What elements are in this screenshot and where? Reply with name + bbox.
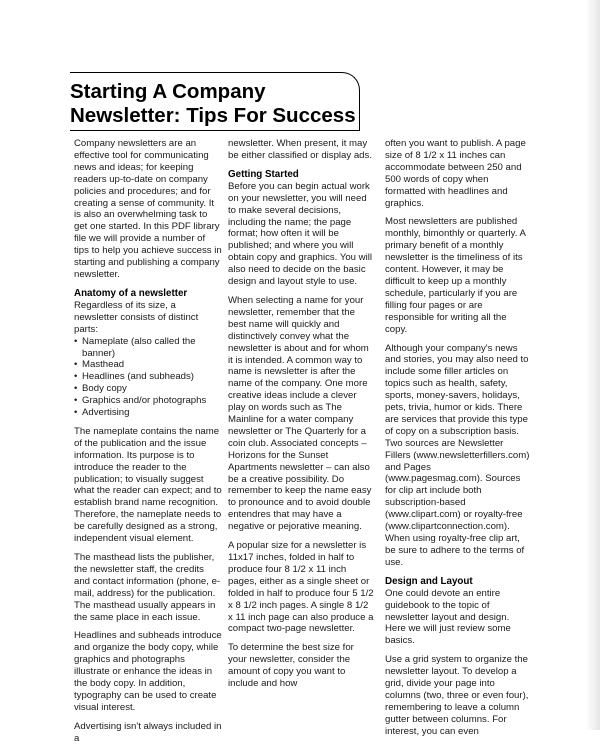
- naming-paragraph: When selecting a name for your newsletter, remember that the best name will quickly and distinctively convey what the newsletter is about and for whom it is intended. A common way to name is newsletter is after the name of the company. One more creative ideas include a clever play on words such as The Mainline for a water company newsletter or The Quarterly for a coin club. Associated concepts – Horizons for the Sunset Apartments newsletter – can also be a creative possibility. Do remember to keep the name easy to pronounce and to avoid double entendres that may have a negative or pejorative meaning.: [228, 294, 372, 533]
- header-rule-top: [70, 72, 342, 73]
- size-paragraph: A popular size for a newsletter is 11x17 inches, folded in half to produce four 8 1/2 x 11 inch pages, either as a single sheet or folded in half to produce four 5 1/2 x 8 1/2 inch pages. A single 8 1/2 x 11 inch page can also produce a compact two-page newsletter.: [228, 540, 374, 635]
- list-item: • Advertising: [74, 407, 222, 419]
- list-item: • Masthead: [74, 359, 222, 371]
- masthead-paragraph: The masthead lists the publisher, the newsletter staff, the credits and contact information (phone, e-mail, address) for the publication. The masthead usually appears in the same place in each issue.: [74, 552, 221, 623]
- column-3: [385, 138, 531, 745]
- column-1: [74, 138, 222, 752]
- getting-started-heading: Getting Started: [228, 168, 299, 180]
- list-item: • Graphics and/or photographs: [74, 395, 222, 407]
- header-rule-bottom: [70, 130, 360, 131]
- anatomy-paragraph: Regardless of its size, a newsletter consists of distinct parts:: [74, 299, 199, 335]
- publish-frequency-paragraph: often you want to publish. A page size of 8 1/2 x 11 inches can accommodate between 250 and 500 words of copy when formatted with headlines and graphics.: [385, 138, 526, 209]
- page-edge-shadow: [586, 0, 600, 730]
- page-title: [70, 80, 370, 128]
- getting-started-paragraph: Before you can begin actual work on your newsletter, you will need to make several decisions, including the name; the page format; how often it will be published; and where you will obtain copy and graphics. You will also need to decide on the basic design and layout style to use.: [228, 180, 373, 288]
- newsletter-parts-list: [74, 336, 222, 419]
- list-item: • Headlines (and subheads): [74, 371, 222, 383]
- design-paragraph: One could devote an entire guidebook to the topic of newsletter layout and design. Here we will just review some basics.: [385, 587, 511, 647]
- anatomy-heading: Anatomy of a newsletter: [74, 287, 188, 299]
- list-item: • Nameplate (also called the banner): [74, 336, 222, 360]
- published-paragraph: Most newsletters are published monthly, bimonthly or quarterly. A primary benefit of a monthly newsletter is the timeliness of its content. However, it may be difficult to keep up a monthly schedule, particularly if you are filling four pages or are responsible for writing all the copy.: [385, 216, 526, 335]
- grid-paragraph: Use a grid system to organize the newsletter layout. To develop a grid, divide your page into columns (two, three or even four), remembering to leave a column gutter between columns. For interest, you can even: [385, 654, 529, 737]
- title-line-2: Newsletter: Tips For Success: [70, 104, 356, 127]
- list-item: • Body copy: [74, 383, 222, 395]
- title-line-1: Starting A Company: [70, 80, 266, 103]
- ads-continued-paragraph: newsletter. When present, it may be either classified or display ads.: [228, 138, 372, 161]
- design-layout-heading: Design and Layout: [385, 575, 473, 587]
- intro-paragraph: Company newsletters are an effective tool for communicating news and ideas; for keeping readers up-to-date on company policies and procedures; and for creating a sense of community. It is also an overwhelming task to get one started. In this PDF library file we will provide a number of tips to help you achieve success in starting and publishing a company newsletter.: [74, 138, 222, 280]
- column-2: [228, 138, 374, 697]
- nameplate-paragraph: The nameplate contains the name of the publication and the issue information. Its purpose is to introduce the reader to the publication; to visually suggest what the reader can expect; and to establish brand name recognition. Therefore, the nameplate needs to be carefully designed as a strong, independent visual element.: [74, 425, 222, 545]
- advertising-paragraph: Advertising isn't always included in a: [74, 720, 222, 744]
- stories-paragraph: Although your company's news and stories, you may also need to include some filler articles on topics such as health, safety, sports, money-savers, holidays, pets, trivia, humor or kids. There are services that provide this type of copy on a subscription basis. Two sources are Newsletter Fillers (www.newsletterfillers.com) and Pages (www.pagesmag.com). Sources for clip art include both subscription-based (www.clipart.com) or royalty-free (www.clipartconnection.com). When using royalty-free clip art, be sure to adhere to the terms of use.: [385, 342, 530, 568]
- best-size-paragraph: To determine the best size for your newsletter, consider the amount of copy you want to include and how: [228, 642, 354, 690]
- headlines-paragraph: Headlines and subheads introduce and organize the body copy, while graphics and photographs illustrate or enhance the ideas in the body copy. In addition, typography can be used to create visual interest.: [74, 630, 222, 713]
